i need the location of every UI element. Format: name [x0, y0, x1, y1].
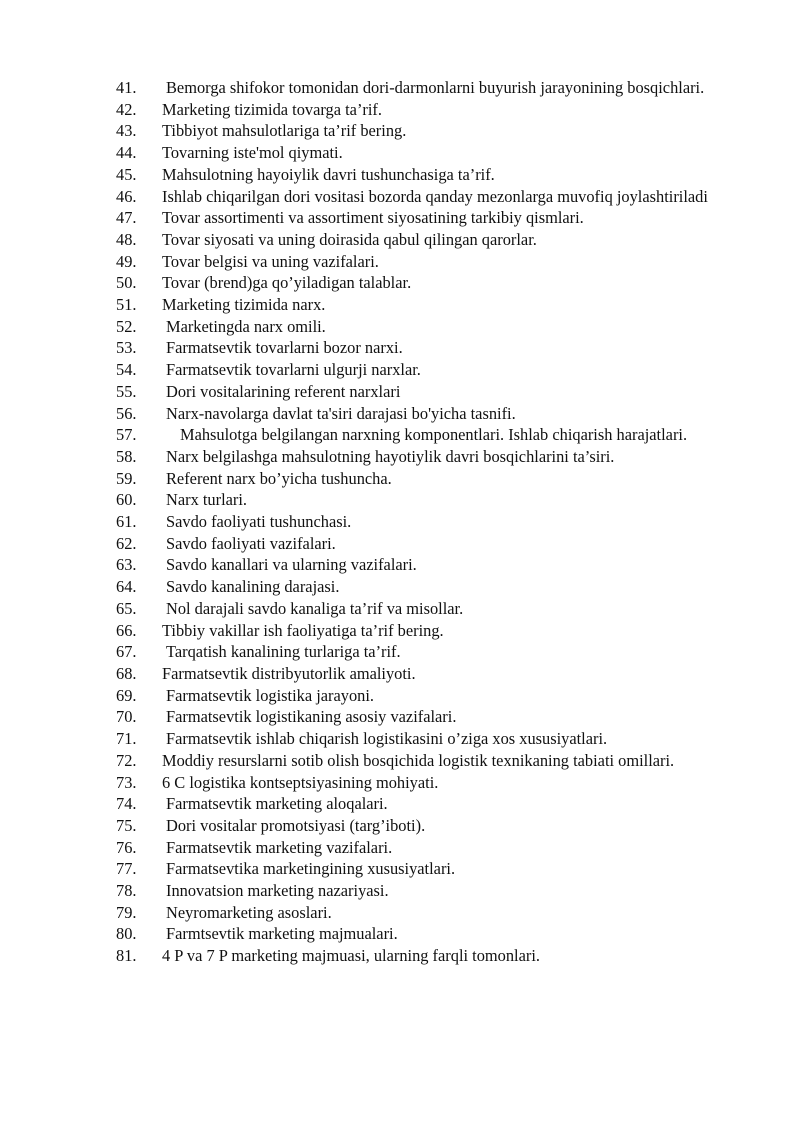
list-item	[116, 685, 742, 707]
list-item	[116, 880, 742, 902]
list-item	[116, 945, 742, 967]
list-item	[116, 99, 742, 121]
item-number: 77.	[116, 859, 137, 879]
item-text: Farmatsevtik marketing aloqalari.	[166, 794, 388, 814]
item-number: 62.	[116, 533, 137, 553]
item-number: 45.	[116, 164, 137, 184]
item-number: 55.	[116, 381, 137, 401]
item-text: Farmatsevtik logistika jarayoni.	[166, 685, 375, 705]
item-number: 70.	[116, 707, 137, 727]
item-text: Tibbiyot mahsulotlariga ta’rif bering.	[162, 121, 407, 141]
item-number: 42.	[116, 99, 137, 119]
item-number: 76.	[116, 837, 137, 857]
list-item	[116, 728, 742, 750]
item-number: 66.	[116, 620, 137, 640]
list-item	[116, 446, 742, 468]
item-text: Tovar (brend)ga qo’yiladigan talablar.	[162, 273, 412, 293]
item-number: 58.	[116, 446, 137, 466]
item-number: 72.	[116, 750, 137, 770]
item-text: Bemorga shifokor tomonidan dori-darmonlarni buyurish jarayonining bosqichlari.	[166, 78, 705, 97]
item-text: Tovar assortimenti va assortiment siyosatining tarkibiy qismlari.	[162, 208, 584, 228]
item-number: 50.	[116, 273, 137, 293]
item-text: Ishlab chiqarilgan dori vositasi bozorda qanday mezonlarga muvofiq joylashtiriladi	[162, 186, 708, 206]
list-item	[116, 902, 742, 924]
list-item	[116, 598, 742, 620]
item-text: Innovatsion marketing nazariyasi.	[166, 881, 389, 901]
item-text: Dori vositalar promotsiyasi (targ’iboti).	[166, 815, 426, 835]
list-item	[116, 489, 742, 511]
item-text: Farmatsevtik distribyutorlik amaliyoti.	[162, 663, 416, 683]
item-text: Savdo kanalining darajasi.	[166, 577, 340, 597]
list-item	[116, 511, 742, 533]
question-list	[116, 77, 742, 967]
item-text: Mahsulotning hayoiylik davri tushunchasiga ta’rif.	[162, 164, 495, 184]
item-text: Farmatsevtik tovarlarni ulgurji narxlar.	[166, 360, 421, 380]
item-number: 41.	[116, 78, 137, 97]
item-number: 44.	[116, 143, 137, 163]
item-text: Tarqatish kanalining turlariga ta’rif.	[166, 642, 401, 662]
item-text: Tovarning iste'mol qiymati.	[162, 143, 343, 163]
list-item	[116, 381, 742, 403]
item-number: 47.	[116, 208, 137, 228]
item-number: 81.	[116, 946, 137, 966]
item-text: Tibbiy vakillar ish faoliyatiga ta’rif bering.	[162, 620, 444, 640]
item-text: Referent narx bo’yicha tushuncha.	[166, 468, 392, 488]
item-number: 54.	[116, 360, 137, 380]
item-text: Savdo faoliyati tushunchasi.	[166, 512, 352, 532]
item-text: Nol darajali savdo kanaliga ta’rif va misollar.	[166, 598, 464, 618]
item-text: Moddiy resurslarni sotib olish bosqichida logistik texnikaning tabiati omillari.	[162, 750, 675, 770]
item-number: 43.	[116, 121, 137, 141]
list-item	[116, 229, 742, 251]
list-item	[116, 750, 742, 772]
item-number: 67.	[116, 642, 137, 662]
item-text: Farmatsevtik marketing vazifalari.	[166, 837, 393, 857]
item-number: 49.	[116, 251, 137, 271]
list-item	[116, 793, 742, 815]
item-text: Farmatsevtika marketingining xususiyatlari.	[166, 859, 456, 879]
item-number: 59.	[116, 468, 137, 488]
list-item	[116, 272, 742, 294]
item-number: 46.	[116, 186, 137, 206]
list-item	[116, 186, 742, 208]
item-number: 80.	[116, 924, 137, 944]
item-text: Marketing tizimida tovarga ta’rif.	[162, 99, 382, 119]
list-item	[116, 533, 742, 555]
item-text: Dori vositalarining referent narxlari	[166, 381, 401, 401]
list-item	[116, 164, 742, 186]
item-number: 74.	[116, 794, 137, 814]
list-item	[116, 576, 742, 598]
list-item	[116, 858, 742, 880]
list-item	[116, 815, 742, 837]
item-number: 78.	[116, 881, 137, 901]
list-item	[116, 468, 742, 490]
list-item	[116, 554, 742, 576]
list-item	[116, 77, 742, 99]
item-text: Neyromarketing asoslari.	[166, 902, 332, 922]
item-number: 63.	[116, 555, 137, 575]
item-number: 60.	[116, 490, 137, 510]
item-text: Savdo faoliyati vazifalari.	[166, 533, 336, 553]
item-text: Farmatsevtik tovarlarni bozor narxi.	[166, 338, 403, 358]
item-number: 51.	[116, 295, 137, 315]
list-item	[116, 142, 742, 164]
item-number: 53.	[116, 338, 137, 358]
list-item	[116, 120, 742, 142]
item-text: Mahsulotga belgilangan narxning komponentlari. Ishlab chiqarish harajatlari.	[180, 425, 688, 445]
item-text: Narx-navolarga davlat ta'siri darajasi bo'yicha tasnifi.	[166, 403, 516, 423]
item-number: 69.	[116, 685, 137, 705]
list-item	[116, 337, 742, 359]
item-text: Tovar siyosati va uning doirasida qabul qilingan qarorlar.	[162, 229, 537, 249]
list-item	[116, 620, 742, 642]
list-item	[116, 316, 742, 338]
list-item	[116, 359, 742, 381]
item-text: Savdo kanallari va ularning vazifalari.	[166, 555, 417, 575]
item-text: 4 P va 7 P marketing majmuasi, ularning farqli tomonlari.	[162, 946, 540, 966]
list-item	[116, 923, 742, 945]
item-text: Narx turlari.	[166, 490, 248, 510]
item-number: 79.	[116, 902, 137, 922]
list-item	[116, 294, 742, 316]
list-item	[116, 772, 742, 794]
list-item	[116, 207, 742, 229]
item-number: 75.	[116, 815, 137, 835]
item-text: 6 C logistika kontseptsiyasining mohiyati.	[162, 772, 439, 792]
item-number: 56.	[116, 403, 137, 423]
item-number: 57.	[116, 425, 137, 445]
item-text: Marketingda narx omili.	[166, 316, 326, 336]
item-number: 65.	[116, 598, 137, 618]
item-text: Tovar belgisi va uning vazifalari.	[162, 251, 379, 271]
item-number: 64.	[116, 577, 137, 597]
item-number: 73.	[116, 772, 137, 792]
list-item	[116, 424, 742, 446]
list-item	[116, 706, 742, 728]
item-number: 52.	[116, 316, 137, 336]
item-number: 68.	[116, 663, 137, 683]
list-item	[116, 663, 742, 685]
item-number: 71.	[116, 729, 137, 749]
item-number: 48.	[116, 229, 137, 249]
item-text: Farmtsevtik marketing majmualari.	[166, 924, 398, 944]
list-item	[116, 403, 742, 425]
item-number: 61.	[116, 512, 137, 532]
item-text: Marketing tizimida narx.	[162, 295, 326, 315]
item-text: Farmatsevtik logistikaning asosiy vazifalari.	[166, 707, 457, 727]
list-item	[116, 837, 742, 859]
list-item	[116, 251, 742, 273]
list-item	[116, 641, 742, 663]
item-text: Narx belgilashga mahsulotning hayotiylik davri bosqichlarini ta’siri.	[166, 446, 615, 466]
item-text: Farmatsevtik ishlab chiqarish logistikasini o’ziga xos xususiyatlari.	[166, 729, 608, 749]
